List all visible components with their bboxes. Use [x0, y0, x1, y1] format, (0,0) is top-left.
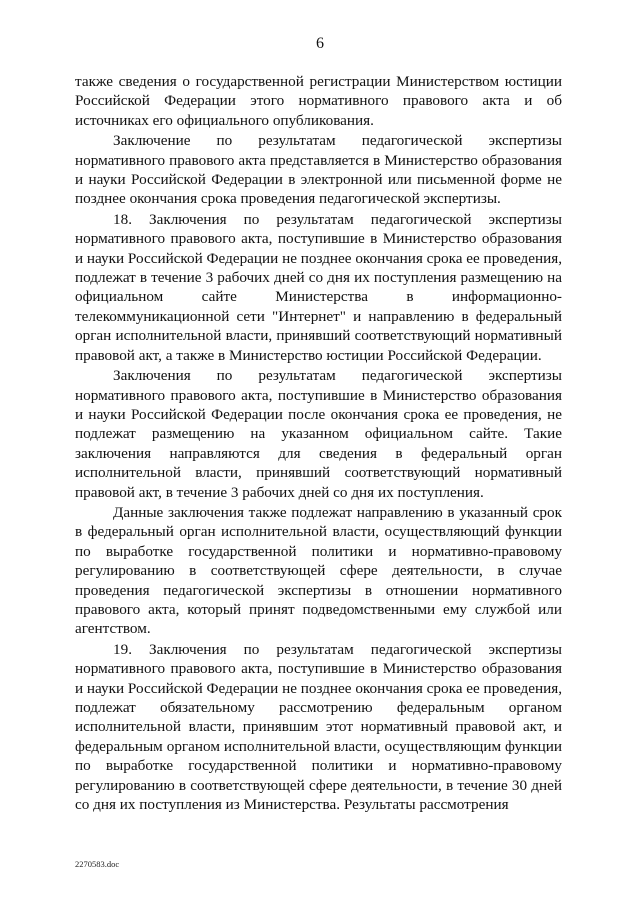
paragraph-late-conclusions: Заключения по результатам педагогической экспертизы нормативного правового акта, поступившие в Министерство образования и науки Российской Федерации после окончания срока ее проведения, не подлежат размещению на указанном официальном сайте. Такие заключения направляются для сведения в федеральный орган исполнительной власти, принявший соответствующий нормативный правовой акт, в течение 3 рабочих дней со дня их поступления. [75, 367, 562, 501]
paragraph-item-19: 19. Заключения по результатам педагогической экспертизы нормативного правового акта, поступившие в Министерство образования и науки Российской Федерации не позднее окончания срока ее проведения, подлежат обязательному рассмотрению федеральным органом исполнительной власти, принявшим этот нормативный правовой акт, и федеральным органом исполнительной власти, осуществляющим функции по выработке государственной политики и нормативно-правовому регулированию в соответствующей сфере деятельности, в течение 30 дней со дня их поступления из Министерства. Результаты рассмотрения [75, 640, 563, 814]
document-file-code: 2270583.doc [75, 859, 120, 869]
paragraph-item-18: 18. Заключения по результатам педагогической экспертизы нормативного правового акта, поступившие в Министерство образования и науки Российской Федерации не позднее окончания срока ее проведения, подлежат в течение 3 рабочих дней со дня их поступления размещению на официальном сайте Министерства в информационно-телекоммуникационной сети "Интернет" и направлению в федеральный орган исполнительной власти, принявший соответствующий нормативный правовой акт, а также в Министерство юстиции Российской Федерации. [75, 210, 563, 364]
document-body [75, 72, 562, 814]
paragraph-continuation: также сведения о государственной регистрации Министерством юстиции Российской Федерации этого нормативного правового акта и об источниках его официального опубликования. [75, 73, 562, 129]
paragraph-conclusion-submission: Заключение по результатам педагогической экспертизы нормативного правового акта представляется в Министерство образования и науки Российской Федерации в электронной или письменной форме не позднее окончания срока проведения педагогической экспертизы. [75, 132, 562, 208]
paragraph-forwarding: Данные заключения также подлежат направлению в указанный срок в федеральный орган исполнительной власти, осуществляющий функции по выработке государственной политики и нормативно-правовому регулированию в соответствующей сфере деятельности, в случае проведения педагогической экспертизы в отношении нормативного правового акта, который принят подведомственными ему службой или агентством. [75, 503, 562, 638]
page-number: 6 [316, 35, 324, 52]
